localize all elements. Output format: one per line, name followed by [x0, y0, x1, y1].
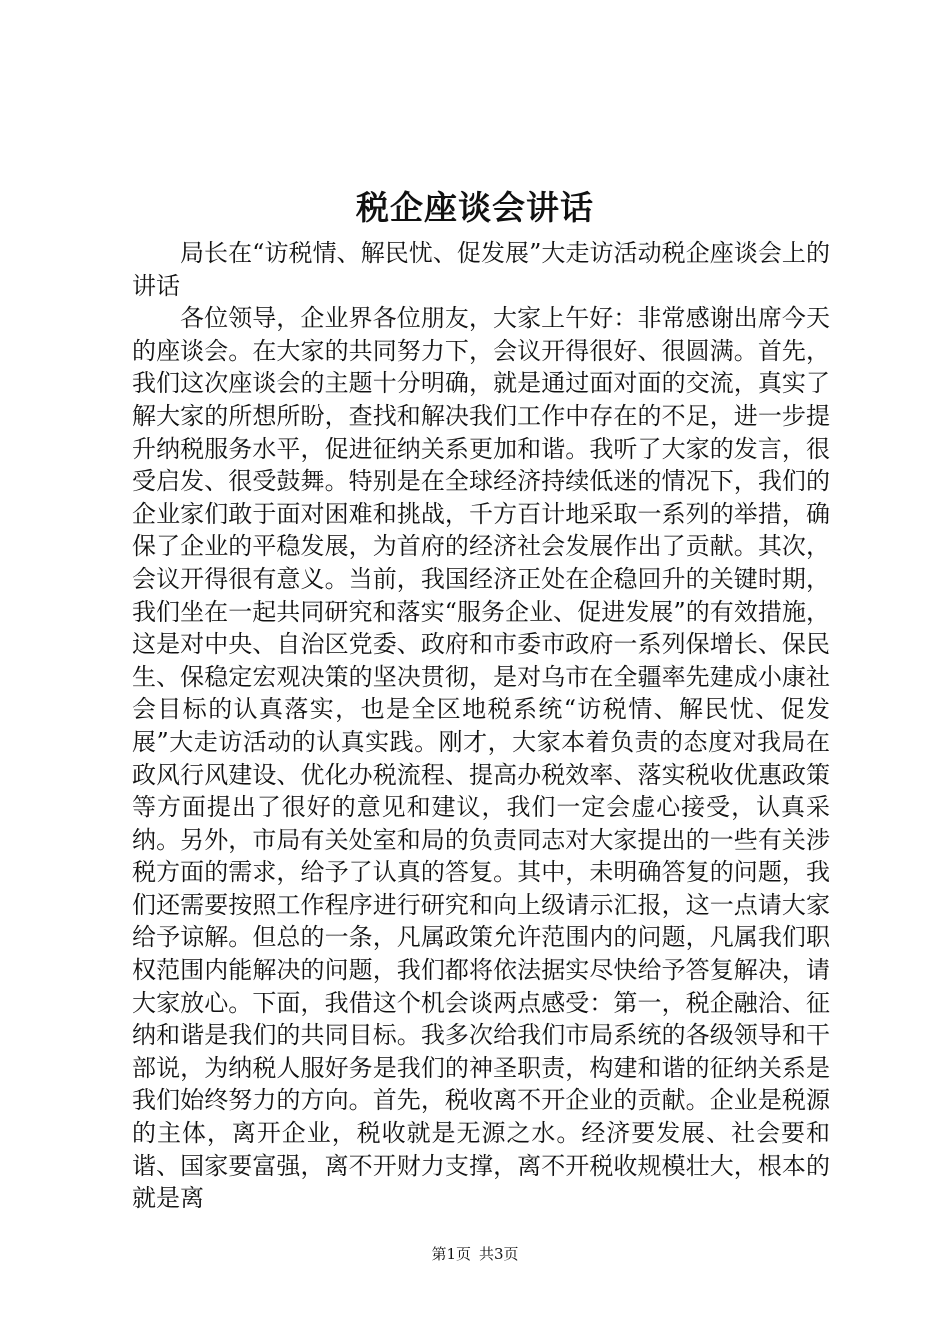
page-total: 共3页	[479, 1245, 519, 1263]
document-body	[132, 237, 830, 1215]
document-title: 税企座谈会讲话	[356, 188, 594, 227]
page-number: 第1页	[431, 1245, 471, 1263]
subtitle-paragraph: 局长在“访税情、解民忧、促发展”大走访活动税企座谈会上的讲话	[132, 239, 830, 300]
speech-paragraph: 各位领导，企业界各位朋友，大家上午好：非常感谢出席今天的座谈会。在大家的共同努力下，会议开得很好、很圆满。首先，我们这次座谈会的主题十分明确，就是通过面对面的交流，真实了解大家的所想所盼，查找和解决我们工作中存在的不足，进一步提升纳税服务水平，促进征纳关系更加和谐。我听了大家的发言，很受启发、很受鼓舞。特别是在全球经济持续低迷的情况下，我们的企业家们敢于面对困难和挑战，千方百计地采取一系列的举措，确保了企业的平稳发展，为首府的经济社会发展作出了贡献。其次，会议开得很有意义。当前，我国经济正处在企稳回升的关键时期，我们坐在一起共同研究和落实“服务企业、促进发展”的有效措施，这是对中央、自治区党委、政府和市委市政府一系列保增长、保民生、保稳定宏观决策的坚决贯彻，是对乌市在全疆率先建成小康社会目标的认真落实，也是全区地税系统“访税情、解民忧、促发展”大走访活动的认真实践。刚才，大家本着负责的态度对我局在政风行风建设、优化办税流程、提高办税效率、落实税收优惠政策等方面提出了很好的意见和建议，我们一定会虚心接受，认真采纳。另外，市局有关处室和局的负责同志对大家提出的一些有关涉税方面的需求，给予了认真的答复。其中，未明确答复的问题，我们还需要按照工作程序进行研究和向上级请示汇报，这一点请大家给予谅解。但总的一条，凡属政策允许范围内的问题，凡属我们职权范围内能解决的问题，我们都将依法据实尽快给予答复解决，请大家放心。下面，我借这个机会谈两点感受：第一，税企融洽、征纳和谐是我们的共同目标。我多次给我们市局系统的各级领导和干部说，为纳税人服好务是我们的神圣职责，构建和谐的征纳关系是我们始终努力的方向。首先，税收离不开企业的贡献。企业是税源的主体，离开企业，税收就是无源之水。经济要发展、社会要和谐、国家要富强，离不开财力支撑，离不开税收规模壮大，根本的就是离	[132, 304, 830, 1213]
page-footer	[0, 1244, 950, 1264]
